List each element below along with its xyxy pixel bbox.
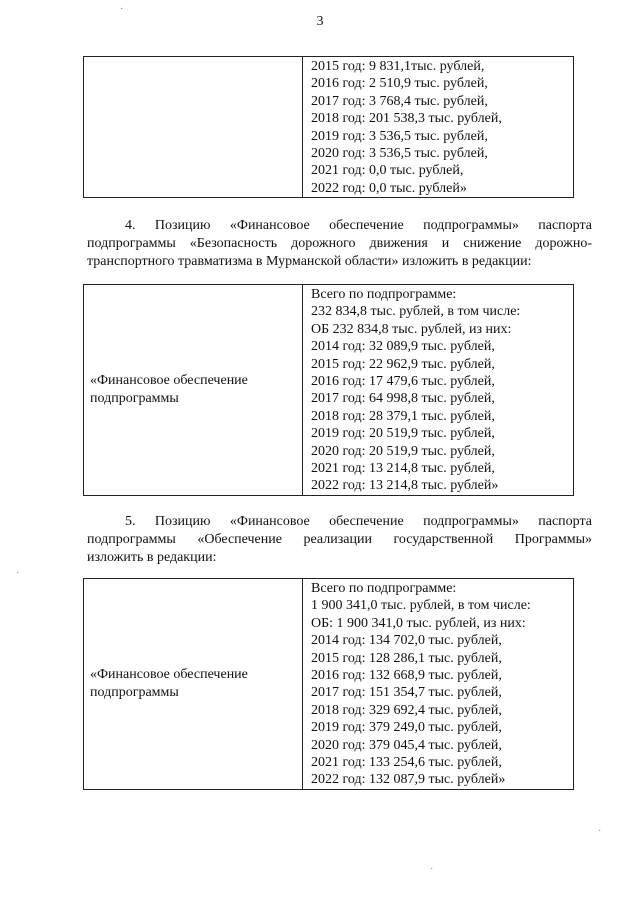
paragraph-line: 5. Позицию «Финансовое обеспечение подпрограммы» паспорта [125, 514, 592, 529]
table-label-line: подпрограммы [90, 390, 179, 406]
scan-speck: · [16, 568, 20, 579]
table-line: 2021 год: 0,0 тыс. рублей, [311, 163, 464, 179]
table-line: 232 834,8 тыс. рублей, в том числе: [311, 304, 521, 320]
table-line: 2019 год: 20 519,9 тыс. рублей, [311, 426, 495, 442]
table-line: 2020 год: 3 536,5 тыс. рублей, [311, 145, 488, 161]
table-line: 2015 год: 9 831,1тыс. рублей, [311, 59, 485, 74]
paragraph-line: изложить в редакции: [87, 550, 217, 565]
table-values-cell [303, 57, 574, 198]
table-line: 2020 год: 379 045,4 тыс. рублей, [311, 737, 502, 753]
scan-speck: · [598, 826, 602, 837]
table-line: 2018 год: 28 379,1 тыс. рублей, [311, 408, 495, 424]
table-line: 2014 год: 32 089,9 тыс. рублей, [311, 339, 495, 355]
table-line: 2017 год: 64 998,8 тыс. рублей, [311, 391, 495, 407]
table-values-cell [303, 285, 574, 496]
table-line: 2018 год: 329 692,4 тыс. рублей, [311, 702, 502, 718]
table-line: ОБ 232 834,8 тыс. рублей, из них: [311, 321, 512, 337]
financing-table-continuation [83, 56, 574, 198]
paragraph-line: транспортного травматизма в Мурманской области» изложить в редакции: [87, 254, 532, 269]
table-line: 2015 год: 22 962,9 тыс. рублей, [311, 356, 495, 372]
table-line: 2021 год: 13 214,8 тыс. рублей, [311, 460, 495, 476]
table-label-line: «Финансовое обеспечение [90, 666, 248, 682]
table-line: 2017 год: 151 354,7 тыс. рублей, [311, 685, 502, 701]
table-line: 2020 год: 20 519,9 тыс. рублей, [311, 443, 495, 459]
table-line: Всего по подпрограмме: [311, 287, 457, 302]
table-line: 2022 год: 13 214,8 тыс. рублей» [311, 478, 499, 494]
table-line: 2017 год: 3 768,4 тыс. рублей, [311, 93, 488, 109]
table-label-cell [84, 285, 303, 496]
table-line: 2021 год: 133 254,6 тыс. рублей, [311, 754, 502, 770]
page-number: 3 [316, 14, 324, 29]
paragraph-4 [87, 217, 592, 271]
table-line: 2015 год: 128 286,1 тыс. рублей, [311, 650, 502, 666]
paragraph-line: подпрограммы «Обеспечение реализации государственной Программы» [87, 532, 592, 547]
table-line: 2016 год: 17 479,6 тыс. рублей, [311, 373, 495, 389]
paragraph-line: 4. Позицию «Финансовое обеспечение подпрограммы» паспорта [125, 218, 592, 233]
table-line: 2019 год: 3 536,5 тыс. рублей, [311, 128, 488, 144]
table-line: 1 900 341,0 тыс. рублей, в том числе: [311, 598, 531, 614]
table-line: 2016 год: 2 510,9 тыс. рублей, [311, 76, 488, 92]
table-values-cell [303, 579, 574, 790]
table-line: 2014 год: 134 702,0 тыс. рублей, [311, 633, 502, 649]
paragraph-5 [87, 513, 592, 567]
table-line: 2022 год: 132 087,9 тыс. рублей» [311, 772, 506, 788]
table-line: Всего по подпрограмме: [311, 581, 457, 596]
table-label-line: подпрограммы [90, 684, 179, 700]
table-line: 2022 год: 0,0 тыс. рублей» [311, 180, 467, 196]
paragraph-line: подпрограммы «Безопасность дорожного движения и снижение дорожно- [87, 236, 592, 251]
scan-speck: · [430, 864, 434, 875]
table-label-cell [84, 57, 303, 198]
table-line: ОБ: 1 900 341,0 тыс. рублей, из них: [311, 615, 526, 631]
financing-table-road-safety [83, 284, 574, 496]
table-line: 2016 год: 132 668,9 тыс. рублей, [311, 667, 502, 683]
financing-table-program-support [83, 578, 574, 790]
table-line: 2018 год: 201 538,3 тыс. рублей, [311, 111, 502, 127]
table-label-cell [84, 579, 303, 790]
scan-speck: · [120, 4, 124, 15]
table-label-line: «Финансовое обеспечение [90, 372, 248, 388]
table-line: 2019 год: 379 249,0 тыс. рублей, [311, 720, 502, 736]
